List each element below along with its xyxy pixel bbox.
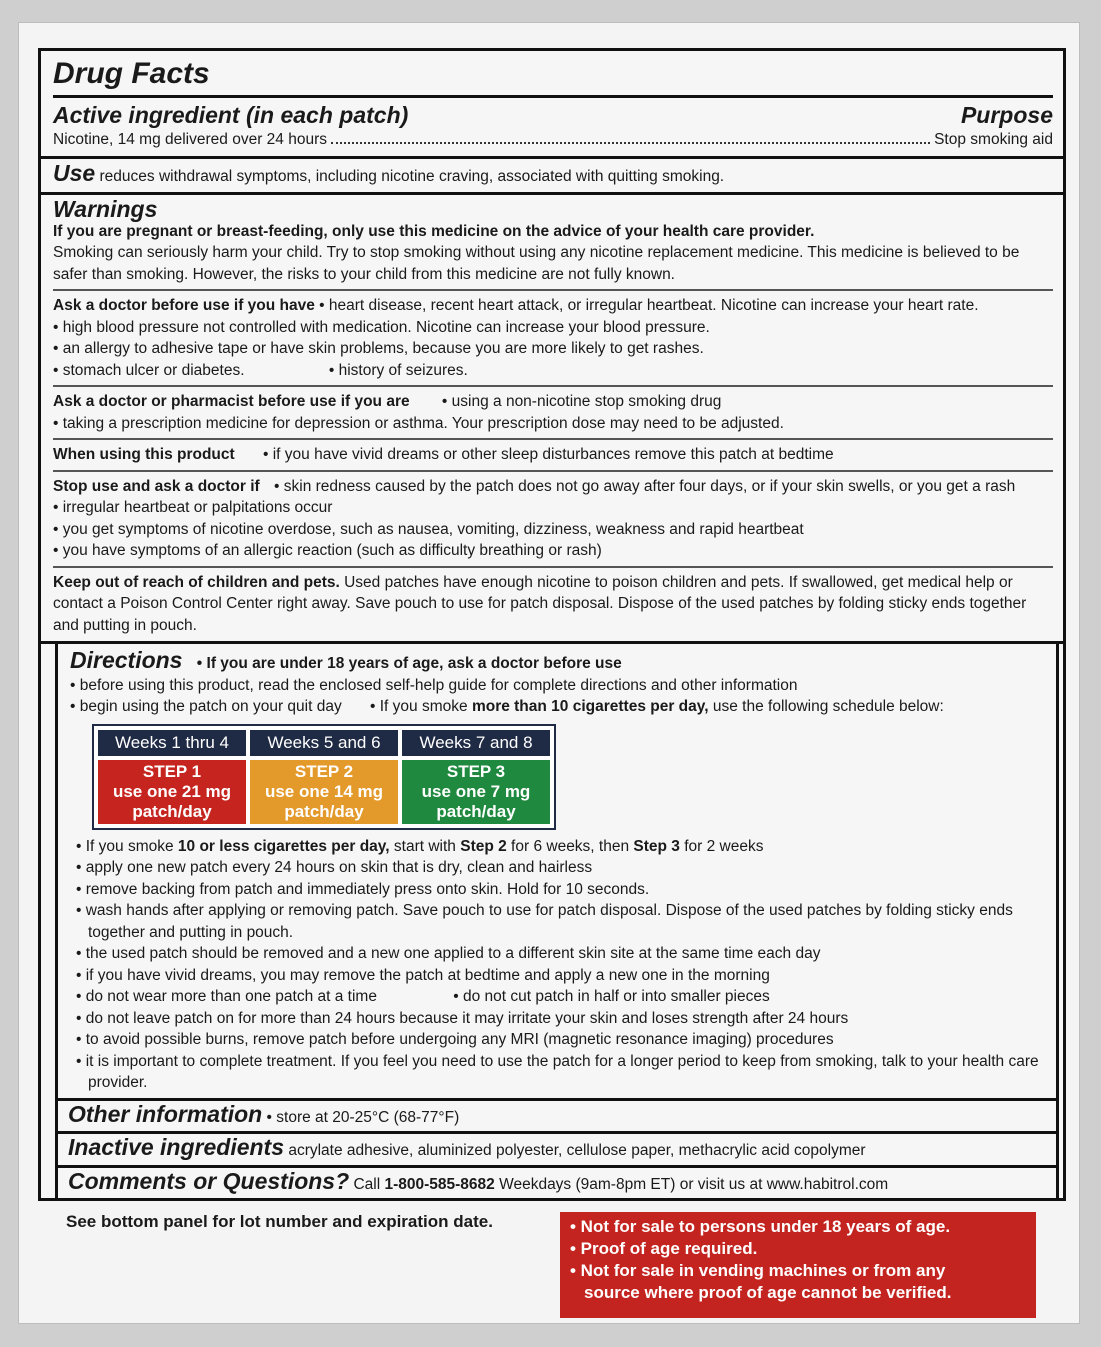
keep-out-heading: Keep out of reach of children and pets. (53, 573, 340, 591)
ask-doctor-item: • an allergy to adhesive tape or have skin problems, because you are more likely to get rashes. (53, 340, 704, 357)
ask-doctor-item: • heart disease, recent heart attack, or irregular heartbeat. Nicotine can increase your heart rate. (319, 297, 979, 314)
ask-pharmacist-heading: Ask a doctor or pharmacist before use if you are (53, 393, 410, 410)
directions-item: • to avoid possible burns, remove patch before undergoing any MRI (magnetic resonance imaging) procedures (76, 1031, 834, 1048)
directions-item: • if you have vivid dreams, you may remove the patch at bedtime and apply a new one in the morning (76, 966, 770, 984)
directions-item: • before using this product, read the enclosed self-help guide for complete directions and other information (70, 676, 798, 694)
inactive-ingredients-text: acrylate adhesive, aluminized polyester, cellulose paper, methacrylic acid copolymer (288, 1142, 866, 1159)
stop-use-block (53, 470, 1053, 562)
other-information-section (55, 1101, 1059, 1135)
ask-doctor-item: • history of seizures. (328, 361, 468, 379)
ask-pharmacist-item: • taking a prescription medicine for depression or asthma. Your prescription dose may need to be adjusted. (53, 414, 784, 432)
directions-item: • remove backing from patch and immediately press onto skin. Hold for 10 seconds. (76, 880, 650, 898)
purpose-heading: Purpose (960, 102, 1053, 128)
directions-age-warning: • If you are under 18 years of age, ask a doctor before use (196, 655, 622, 672)
directions-item: • do not wear more than one patch at a time (76, 988, 377, 1005)
directions-item: • do not leave patch on for more than 24 hours because it may irritate your skin and loses strength after 24 hours (76, 1009, 849, 1027)
keep-out-text: Used patches have enough nicotine to poison children and pets. If swallowed, get medical help or contact a Poison Control Center right away. Save pouch to use for patch disposal. Dispose of the used patches by folding sticky ends together and putting in pouch. (53, 573, 1027, 634)
age-restriction-box (560, 1212, 1036, 1318)
age-warning-line: source where proof of age cannot be verified. (584, 1283, 952, 1302)
directions-item: • do not cut patch in half or into smaller pieces (453, 988, 770, 1005)
schedule-step-3: STEP 3 use one 7 mg patch/day (402, 760, 550, 824)
comments-heading: Comments or Questions? (68, 1167, 350, 1194)
directions-item: • apply one new patch every 24 hours on skin that is dry, clean and hairless (76, 859, 593, 876)
directions-list (76, 836, 1046, 1094)
directions-item: • begin using the patch on your quit day (70, 698, 342, 715)
warnings-section (41, 195, 1063, 644)
pregnant-warning: If you are pregnant or breast-feeding, only use this medicine on the advice of your health care provider. (53, 222, 815, 240)
use-text: reduces withdrawal symptoms, including nicotine craving, associated with quitting smoking. (99, 167, 725, 185)
directions-item: • it is important to complete treatment. If you feel you need to use the patch for a longer period to keep from smoking, talk to your health care provider. (76, 1052, 1039, 1091)
schedule-step-1: STEP 1 use one 21 mg patch/day (98, 760, 246, 824)
directions-item-more-than-10: • If you smoke more than 10 cigarettes per day, use the following schedule below: (370, 698, 944, 715)
ask-doctor-block (53, 289, 1053, 381)
schedule-week-label: Weeks 7 and 8 (402, 730, 550, 756)
schedule-week-label: Weeks 5 and 6 (250, 730, 398, 756)
directions-item: • the used patch should be removed and a new one applied to a different skin site at the same time each day (76, 945, 821, 962)
directions-section (55, 644, 1059, 1101)
inactive-ingredients-section (55, 1134, 1059, 1168)
purpose-text: Stop smoking aid (934, 131, 1053, 148)
when-using-heading: When using this product (53, 446, 235, 463)
other-information-heading: Other information (68, 1100, 263, 1127)
keep-out-block (53, 566, 1053, 637)
directions-item: • wash hands after applying or removing patch. Save pouch to use for patch disposal. Dispose of the used patches by folding sticky ends together and putting in pouch. (76, 902, 1013, 941)
use-section (41, 159, 1063, 196)
comments-section (55, 1168, 1059, 1199)
ask-doctor-item: • high blood pressure not controlled with medication. Nicotine can increase your blood pressure. (53, 318, 710, 336)
schedule-week-label: Weeks 1 thru 4 (98, 730, 246, 756)
dosing-schedule-table (92, 724, 556, 830)
stop-use-item: • irregular heartbeat or palpitations occur (53, 499, 333, 516)
age-warning-line: • Not for sale to persons under 18 years of age. (570, 1217, 951, 1236)
lot-number-note: See bottom panel for lot number and expiration date. (66, 1212, 493, 1231)
directions-item-less-than-10: • If you smoke 10 or less cigarettes per day, start with Step 2 for 6 weeks, then Step 3 for 2 weeks (76, 837, 764, 855)
ask-pharmacist-item: • using a non-nicotine stop smoking drug (441, 393, 722, 410)
pregnant-text: Smoking can seriously harm your child. Try to stop smoking without using any nicotine replacement medicine. This medicine is believed to be safer than smoking. However, the risks to your child from this medicine are not fully known. (53, 244, 1020, 283)
use-heading: Use (53, 159, 96, 186)
ask-doctor-item: • stomach ulcer or diabetes. (53, 361, 245, 379)
schedule-step-2: STEP 2 use one 14 mg patch/day (250, 760, 398, 824)
when-using-block (53, 438, 1053, 466)
ask-pharmacist-block (53, 385, 1053, 434)
other-information-text: • store at 20-25°C (68-77°F) (266, 1108, 460, 1126)
active-ingredient-text: Nicotine, 14 mg delivered over 24 hours (53, 131, 327, 148)
directions-heading: Directions (70, 647, 183, 673)
drug-facts-panel (38, 48, 1066, 1201)
stop-use-heading: Stop use and ask a doctor if (53, 477, 260, 495)
ask-doctor-heading: Ask a doctor before use if you have (53, 297, 315, 314)
active-ingredient-section (41, 51, 1063, 159)
stop-use-item: • skin redness caused by the patch does not go away after four days, or if your skin swells, or you get a rash (274, 477, 1016, 495)
drug-facts-title: Drug Facts (53, 57, 210, 90)
when-using-item: • if you have vivid dreams or other sleep disturbances remove this patch at bedtime (263, 446, 834, 463)
dotted-leader (331, 142, 930, 144)
stop-use-item: • you have symptoms of an allergic reaction (such as difficulty breathing or rash) (53, 542, 602, 559)
warnings-heading: Warnings (53, 196, 158, 222)
comments-text: Call 1-800-585-8682 Weekdays (9am-8pm ET) or visit us at www.habitrol.com (353, 1175, 889, 1193)
age-warning-line: • Not for sale in vending machines or from any (570, 1261, 946, 1280)
stop-use-item: • you get symptoms of nicotine overdose, such as nausea, vomiting, dizziness, weakness and rapid heartbeat (53, 520, 804, 538)
age-warning-line: • Proof of age required. (570, 1239, 758, 1258)
active-ingredient-heading: Active ingredient (in each patch) (53, 102, 409, 128)
inactive-ingredients-heading: Inactive ingredients (68, 1134, 285, 1160)
